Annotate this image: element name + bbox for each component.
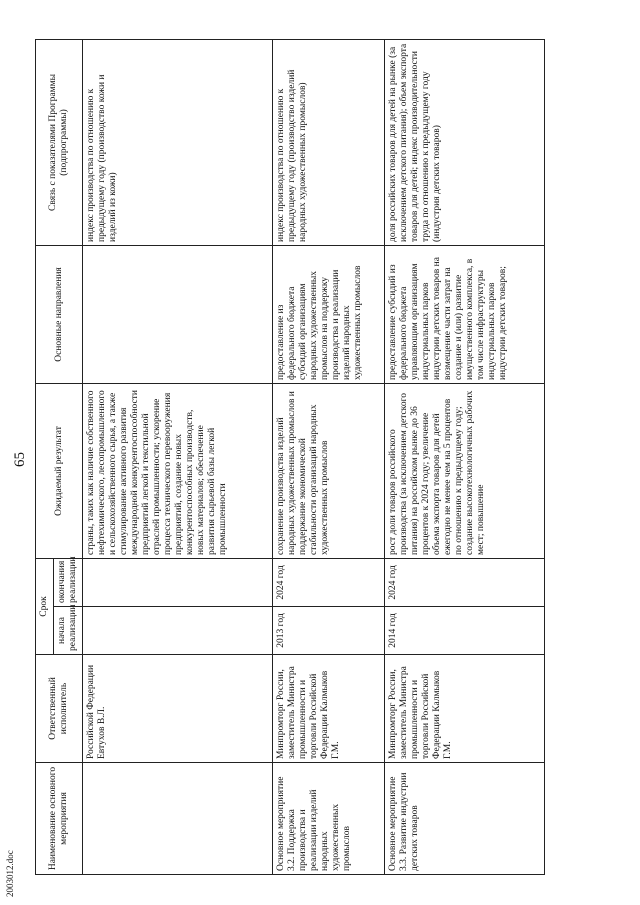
cell-directions	[83, 245, 273, 383]
header-executor: Ответственный исполнитель	[36, 655, 83, 763]
cell-executor: Российской Федерации Евтухов В.Л.	[83, 655, 273, 763]
header-result: Ожидаемый результат	[36, 383, 83, 558]
cell-end	[83, 558, 273, 606]
cell-name: Основное мероприятие 3.2. Поддержка производства и реализации изделий народных художественных промыслов	[273, 763, 385, 875]
cell-result: рост доли товаров российского производства (за исключением детского питания) на российском рынке до 36 процентов к 2024 году; увеличение объема экспорта товаров для детей ежегодно не менее чем на 5 процентов по отношению к предыдущему году; создание высокотехнологичных рабочих мест; повышение	[385, 383, 545, 558]
cell-result: страны, таких как наличие собственного нефтехимического, лесопромышленного и сельскохозяйственного сырья, а также стимулирование активного развития международной конкурентоспособности предприятий легкой и текстильной отраслей промышленности; ускорение процесса технического перевооружения предприятий, создание новых конкурентоспособных производств, новых материалов; обеспечение развития сырьевой базы легкой промышленности	[83, 383, 273, 558]
cell-end: 2024 год	[385, 558, 545, 606]
cell-name: Основное мероприятие 3.3. Развитие индустрии детских товаров	[385, 763, 545, 875]
header-row	[36, 39, 54, 874]
cell-end: 2024 год	[273, 558, 385, 606]
header-link: Связь с показателями Программы (подпрограммы)	[36, 39, 83, 245]
page-number: 65	[12, 452, 28, 467]
header-end: окончания реализации	[54, 558, 83, 606]
table-row	[83, 39, 273, 874]
header-name: Наименование основного мероприятия	[36, 763, 83, 875]
document-id: 2003012.doc	[5, 850, 15, 897]
cell-link: доля российских товаров для детей на рынке (за исключением детского питания); объем экспорта товаров для детей; индекс производительности труда по отношению к предыдущему году (индустрия детских товаров)	[385, 39, 545, 245]
table-row	[385, 39, 545, 874]
cell-link: индекс производства по отношению к предыдущему году (производство кожи и изделий из кожи)	[83, 39, 273, 245]
header-start: начала реализации	[54, 607, 83, 655]
cell-executor: Минпромторг России, заместитель Министра промышленности и торговли Российской Федерации Калмыков Г.М.	[385, 655, 545, 763]
cell-directions: предоставление субсидий из федерального бюджета управляющим организациям индустриальных парков индустрии детских товаров на возмещение части затрат на создание и (или) развитие имущественного комплекса, в том числе инфраструктуры индустриальных парков индустрии детских товаров;	[385, 245, 545, 383]
cell-start	[83, 607, 273, 655]
cell-link: индекс производства по отношению к предыдущему году (производство изделий народных художественных промыслов)	[273, 39, 385, 245]
table-row	[273, 39, 385, 874]
cell-executor: Минпромторг России, заместитель Министра промышленности и торговли Российской Федерации Калмыков Г.М.	[273, 655, 385, 763]
header-directions: Основные направления	[36, 245, 83, 383]
header-term: Срок	[36, 558, 54, 654]
cell-start: 2013 год	[273, 607, 385, 655]
cell-name	[83, 763, 273, 875]
measures-table	[35, 39, 545, 875]
cell-start: 2014 год	[385, 607, 545, 655]
cell-directions: предоставление из федерального бюджета субсидий организациям народных художественных промыслов на поддержку производства и реализации изделий народных художественных промыслов	[273, 245, 385, 383]
cell-result: сохранение производства изделий народных художественных промыслов и поддержание экономической стабильности организаций народных художественных промыслов	[273, 383, 385, 558]
